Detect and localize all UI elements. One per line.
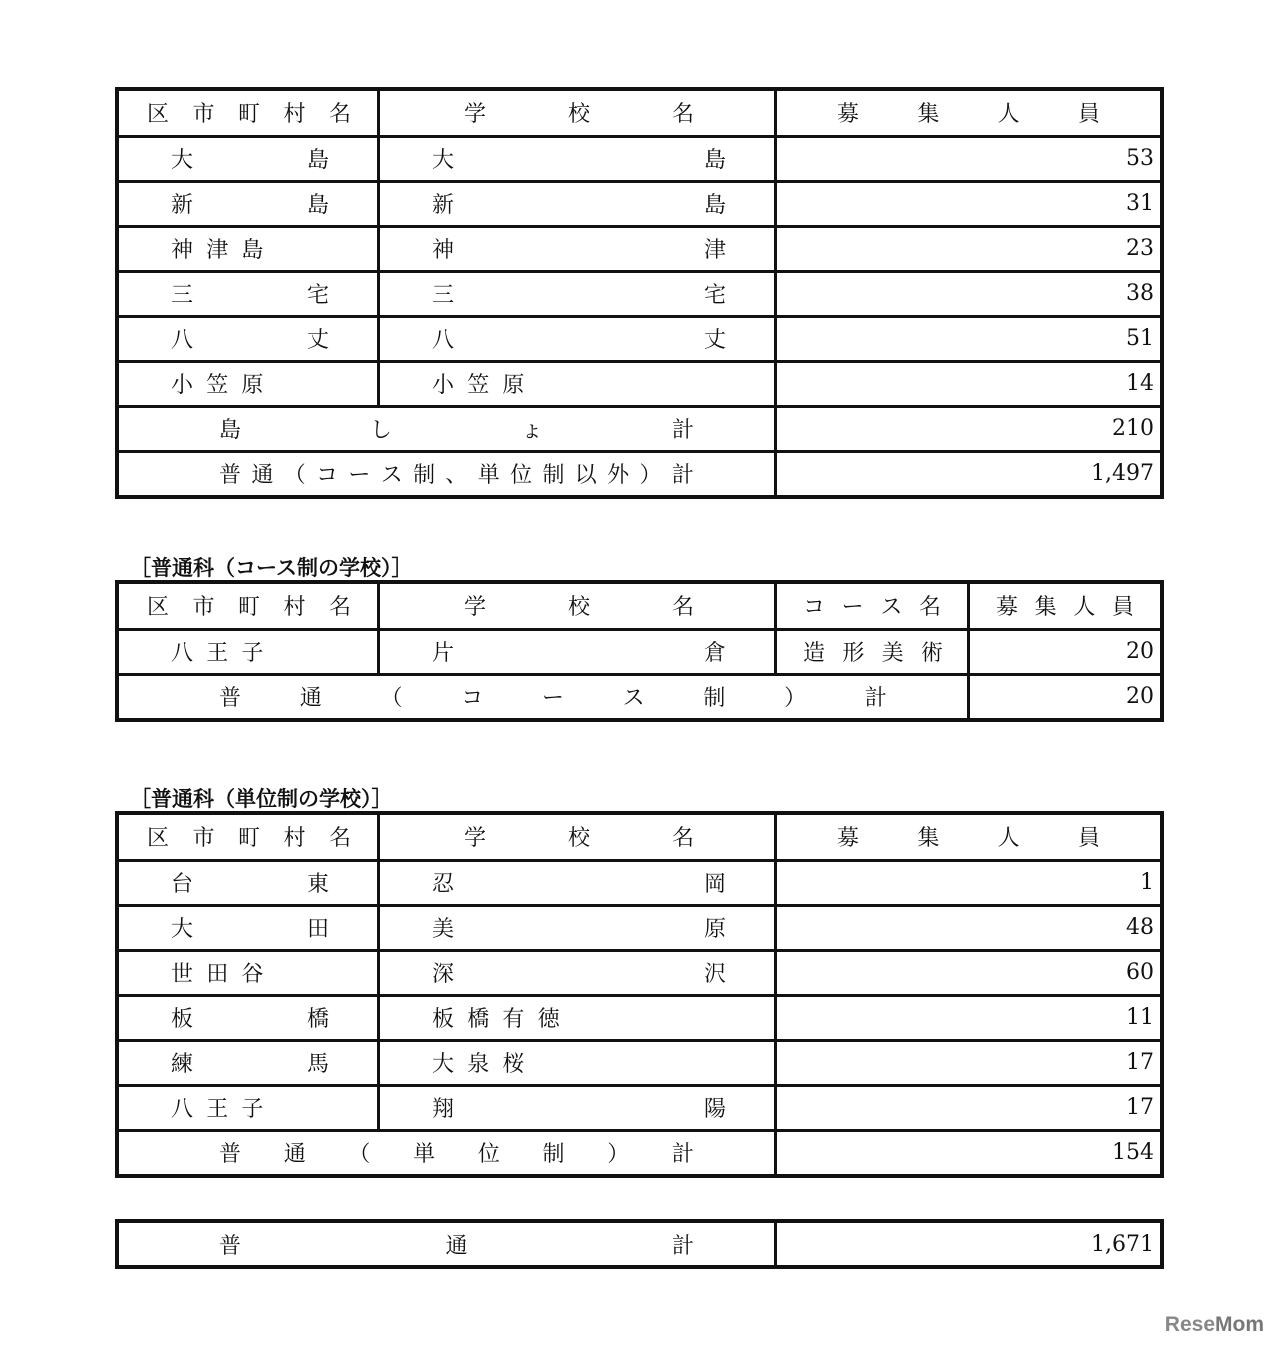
table-header <box>117 813 1162 860</box>
table-row <box>117 316 1162 361</box>
school-cell: 大 島 <box>432 148 726 173</box>
subtotal-value: 210 <box>776 406 1163 451</box>
section-title-course: ［普通科（コース制の学校）］ <box>130 556 413 580</box>
area-cell: 八王子 <box>171 1097 277 1122</box>
table-row <box>117 271 1162 316</box>
count-cell: 51 <box>776 316 1163 361</box>
total-label: 普 通 （ コ ー ス 制 ） 計 <box>219 686 887 711</box>
area-cell: 大 田 <box>171 917 329 942</box>
area-cell: 三 宅 <box>171 283 329 308</box>
school-cell: 深 沢 <box>432 962 726 987</box>
table-row <box>117 226 1162 271</box>
header-count: 募 集 人 員 <box>996 595 1134 621</box>
school-cell: 小笠原 <box>432 373 538 398</box>
header-count: 募 集 人 員 <box>837 826 1100 852</box>
table-general-islands <box>115 87 1164 499</box>
table-row <box>117 950 1162 995</box>
school-cell: 美 原 <box>432 917 726 942</box>
total-value: 20 <box>969 674 1163 720</box>
table-row <box>117 136 1162 181</box>
table-course <box>115 580 1164 722</box>
header-school: 学 校 名 <box>464 102 694 128</box>
area-cell: 神津島 <box>171 238 277 263</box>
subtotal-label: 島 し ょ 計 <box>219 418 694 443</box>
table-grand-total <box>115 1219 1164 1269</box>
area-cell: 世田谷 <box>171 962 277 987</box>
area-cell: 練 馬 <box>171 1052 329 1077</box>
header-count: 募 集 人 員 <box>837 102 1100 128</box>
school-cell: 新 島 <box>432 193 726 218</box>
table-row <box>117 629 1162 674</box>
count-cell: 31 <box>776 181 1163 226</box>
area-cell: 板 橋 <box>171 1007 329 1032</box>
school-cell: 三 宅 <box>432 283 726 308</box>
school-cell: 八 丈 <box>432 328 726 353</box>
area-cell: 小笠原 <box>171 373 277 398</box>
header-area: 区 市 町 村 名 <box>147 826 351 852</box>
count-cell: 38 <box>776 271 1163 316</box>
count-cell: 14 <box>776 361 1163 406</box>
count-cell: 48 <box>776 905 1163 950</box>
table-row <box>117 995 1162 1040</box>
grand-total-row <box>117 1221 1162 1267</box>
table-row <box>117 1085 1162 1130</box>
table-row <box>117 860 1162 905</box>
count-cell: 20 <box>969 629 1163 674</box>
school-cell: 大泉桜 <box>432 1052 538 1077</box>
total-row <box>117 674 1162 720</box>
area-cell: 新 島 <box>171 193 329 218</box>
school-cell: 神 津 <box>432 238 726 263</box>
school-cell: 板橋有徳 <box>432 1007 573 1032</box>
header-school: 学 校 名 <box>464 826 694 852</box>
count-cell: 60 <box>776 950 1163 995</box>
grand-total-label: 普 通 計 <box>219 1233 694 1259</box>
total-label: 普 通 （ 単 位 制 ） 計 <box>219 1142 694 1167</box>
area-cell: 八 丈 <box>171 328 329 353</box>
total-row <box>117 451 1162 497</box>
area-cell: 八王子 <box>171 641 277 666</box>
table-header <box>117 89 1162 136</box>
course-cell: 造 形 美 術 <box>803 641 943 666</box>
grand-total-value: 1,671 <box>776 1221 1163 1267</box>
header-area: 区 市 町 村 名 <box>147 102 351 128</box>
total-value: 154 <box>776 1130 1163 1176</box>
section-title-credit: ［普通科（単位制の学校）］ <box>130 787 393 811</box>
school-cell: 忍 岡 <box>432 872 726 897</box>
school-cell: 翔 陽 <box>432 1097 726 1122</box>
table-row <box>117 905 1162 950</box>
header-course: コ ー ス 名 <box>803 595 941 621</box>
subtotal-row <box>117 406 1162 451</box>
total-value: 1,497 <box>776 451 1163 497</box>
table-row <box>117 361 1162 406</box>
count-cell: 23 <box>776 226 1163 271</box>
count-cell: 11 <box>776 995 1163 1040</box>
table-header <box>117 582 1162 629</box>
count-cell: 17 <box>776 1040 1163 1085</box>
total-row <box>117 1130 1162 1176</box>
area-cell: 台 東 <box>171 872 329 897</box>
table-row <box>117 181 1162 226</box>
header-area: 区 市 町 村 名 <box>147 595 351 621</box>
area-cell: 大 島 <box>171 148 329 173</box>
table-credit <box>115 811 1164 1178</box>
count-cell: 17 <box>776 1085 1163 1130</box>
resemom-logo: ReseMom <box>1164 1313 1264 1336</box>
total-label: 普 通 （ コ ー ス 制 、 単 位 制 以 外 ） 計 <box>219 463 694 488</box>
school-cell: 片 倉 <box>432 641 726 666</box>
count-cell: 1 <box>776 860 1163 905</box>
table-row <box>117 1040 1162 1085</box>
count-cell: 53 <box>776 136 1163 181</box>
header-school: 学 校 名 <box>464 595 694 621</box>
